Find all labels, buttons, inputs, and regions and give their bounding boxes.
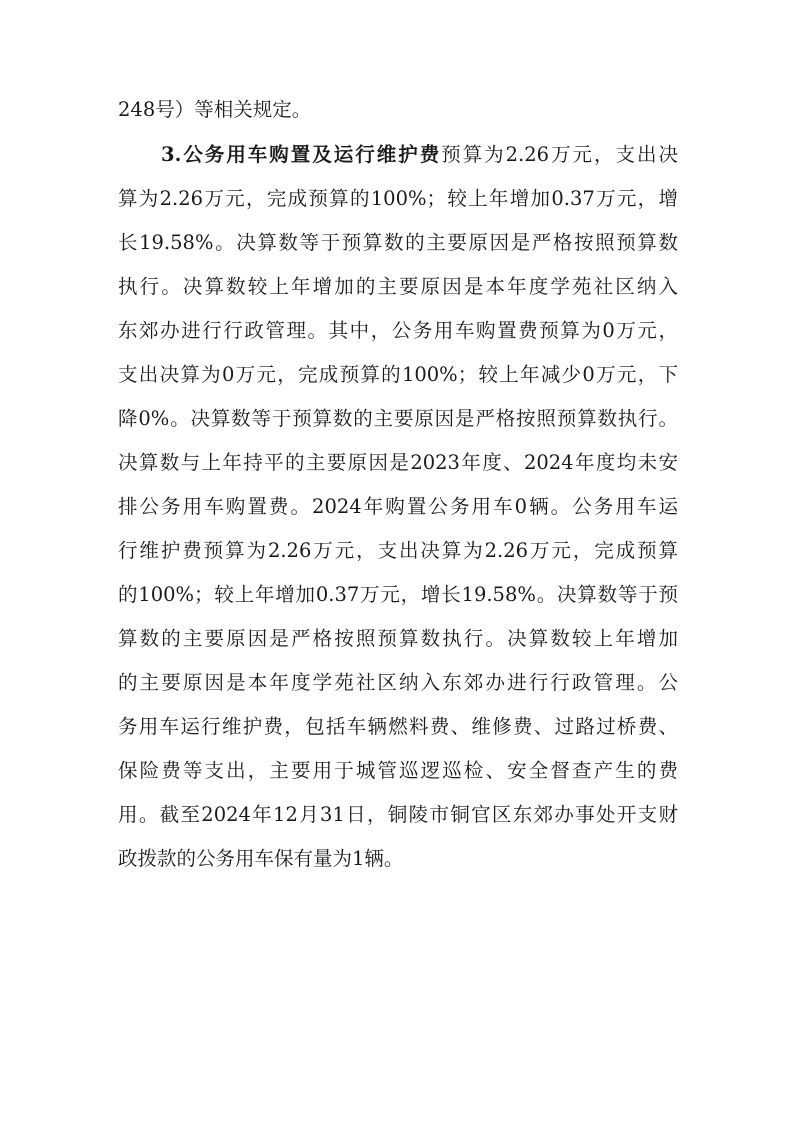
text-line-9: 决算数与上年持平的主要原因是2023年度、2024年度均未安 xyxy=(118,451,678,474)
section-heading-rest: 预算为2.26万元，支出决 xyxy=(441,143,678,166)
section-heading: 3.公务用车购置及运行维护费 xyxy=(161,143,442,166)
text-line-3: 算为2.26万元，完成预算的100%；较上年增加0.37万元，增 xyxy=(118,187,678,210)
text-line-18: 政拨款的公务用车保有量为1辆。 xyxy=(118,847,404,870)
text-line-15: 务用车运行维护费，包括车辆燃料费、维修费、过路过桥费、 xyxy=(118,715,678,738)
text-line-2 xyxy=(161,140,678,170)
text-line-11: 行维护费预算为2.26万元，支出决算为2.26万元，完成预算 xyxy=(118,539,678,562)
text-line-4: 长19.58%。决算数等于预算数的主要原因是严格按照预算数 xyxy=(118,231,678,254)
text-line-16: 保险费等支出，主要用于城管巡逻巡检、安全督查产生的费 xyxy=(118,759,678,782)
text-line-7: 支出决算为0万元，完成预算的100%；较上年减少0万元，下 xyxy=(118,363,678,386)
text-line-12: 的100%；较上年增加0.37万元，增长19.58%。决算数等于预 xyxy=(118,583,678,606)
text-line-5: 执行。决算数较上年增加的主要原因是本年度学苑社区纳入 xyxy=(118,275,678,298)
text-line-8: 降0%。决算数等于预算数的主要原因是严格按照预算数执行。 xyxy=(118,407,678,430)
text-line-6: 东郊办进行行政管理。其中，公务用车购置费预算为0万元， xyxy=(118,319,678,342)
text-line-14: 的主要原因是本年度学苑社区纳入东郊办进行行政管理。公 xyxy=(118,671,678,694)
text-line-10: 排公务用车购置费。2024年购置公务用车0辆。公务用车运 xyxy=(118,495,678,518)
text-line-13: 算数的主要原因是严格按照预算数执行。决算数较上年增加 xyxy=(118,627,678,650)
text-line-1: 248号）等相关规定。 xyxy=(118,98,312,121)
text-line-17: 用。截至2024年12月31日，铜陵市铜官区东郊办事处开支财 xyxy=(118,803,678,826)
